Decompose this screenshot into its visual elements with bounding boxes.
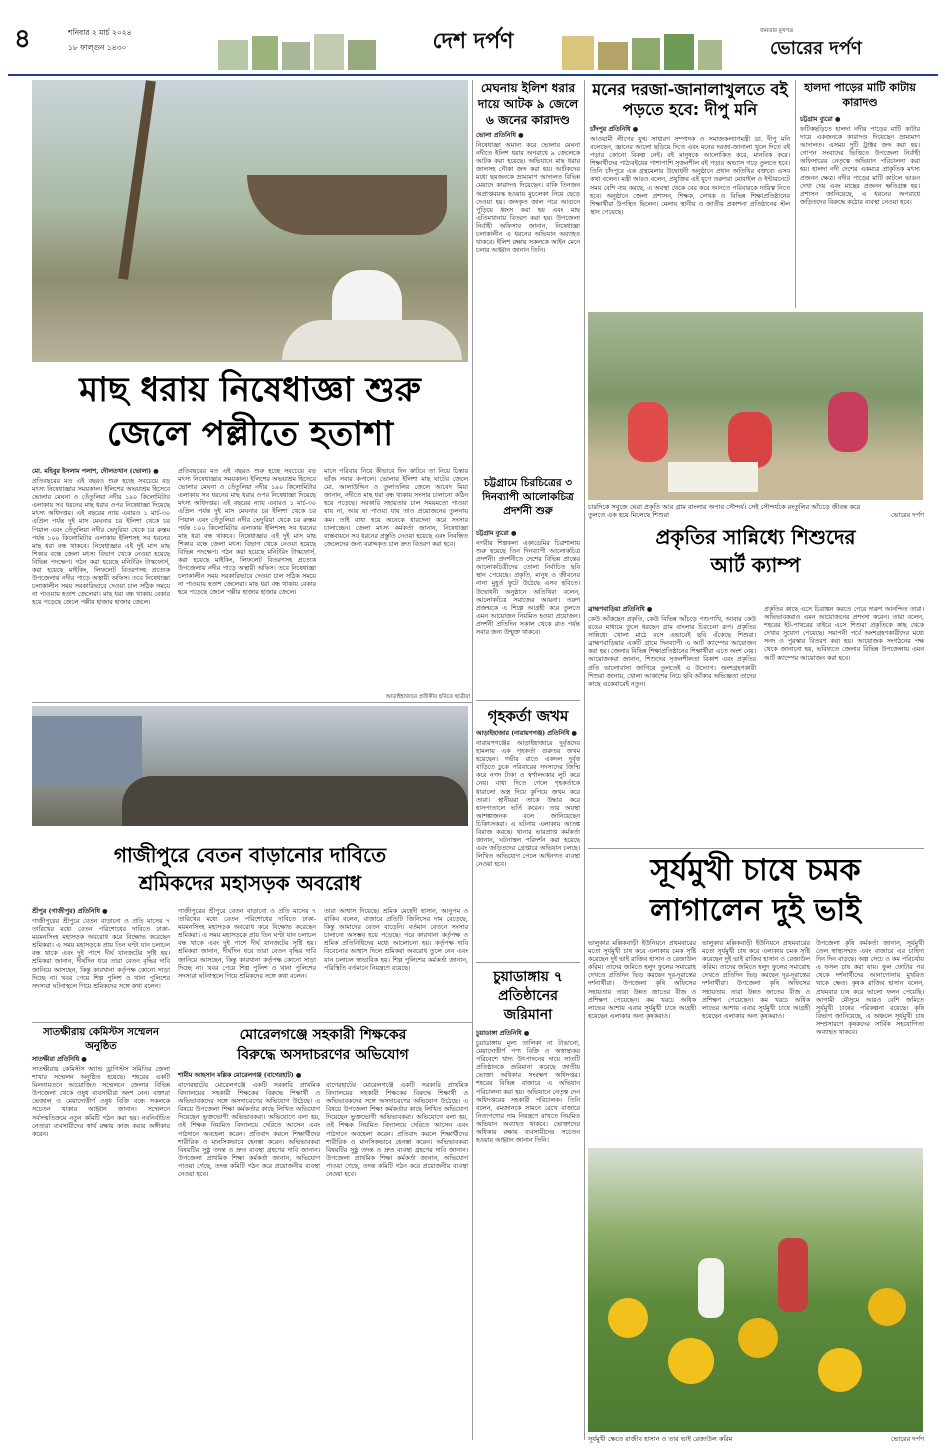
dipu-moni-body: আওয়ামী লীগের যুগ্ম সাধারণ সম্পাদক ও সমাজকল্যাণমন্ত্রী ডা. দীপু মনি বলেছেন, জ্ঞানের আলো ছড়িয়ে দিতে এবং মনের দরজা-জানালা খুলে দিতে বই পড়ার কোনো বিকল্প নেই। বই মানুষকে আলোকিত করে, মানবিক করে। শিক্ষার্থীদের পাঠ্যবইয়ের পাশাপাশি সৃজনশীল বই পড়ার অভ্যাস গড়ে তুলতে হবে। তিনি চাঁদপুরে এক গ্রন্থমেলার উদ্বোধনী অনুষ্ঠানে প্রধান অতিথির বক্তব্যে এসব কথা বলেন। মন্ত্রী আরও বলেন, প্রযুক্তির এই যুগে তরুণরা মোবাইল ও ইন্টারনেটে সময় বেশি ব্যয় করছে, এ অবস্থা থেকে বের করে আনতে পরিবারকে দায়িত্ব নিতে হবে। অনুষ্ঠানে জেলা প্রশাসন, শিক্ষক, লেখক ও বিভিন্ন শিক্ষাপ্রতিষ্ঠানের শিক্ষার্থীরা উপস্থিত ছিলেন। মেলায় স্থানীয় ও জাতীয় প্রকাশনা প্রতিষ্ঠানের স্টল স্থান পেয়েছে। <box>590 136 793 216</box>
satkhira-headline: সাতক্ষীরায় কেমিস্টস সম্মেলন অনুষ্ঠিত <box>43 1027 159 1052</box>
thumb-image <box>348 40 376 70</box>
hilsa-ban-body-col1: প্রতিবছরের মত এই বছরও শুরু হচ্ছে সবচেয়ে বড় মৎস্য নিষেধাজ্ঞার সময়কাল। ইলিশের অভয়াশ্রম হিসেবে ভোলার মেঘনা ও তেঁতুলিয়া নদীর ১৯০ কিলোমিটার এলাকায় সব ধরনের মাছ ধরার ওপর নিষেধাজ্ঞা দিয়েছে মৎস্য অধিদপ্তর। এই বছরের ন্যায় এবারও ১ মার্চ-৩০ এপ্রিল পর্যন্ত দুই মাস মেঘনার চর ইলিশা থেকে চর পিয়াল এবং তেঁতুলিয়া নদীর ভেদুরিয়া থেকে চর রুস্তম পর্যন্ত ১০০ কিলোমিটার এলাকায় ইলিশসহ সব ধরনের মাছ ধরা বন্ধ থাকবে। নিষেধাজ্ঞার এই দুই মাস মাছ শিকার বন্ধে জেলা মৎস্য বিভাগ থেকে নেওয়া হয়েছে বিভিন্ন পদক্ষেপ। গঠন করা হয়েছে মনিটরিং টাস্কফোর্স, করা হয়েছে মাইকিং, লিফলেট বিতরণসহ প্রত্যেক উপজেলায় নদীর পাড়ে অস্থায়ী অফিস। তবে নিষেধাজ্ঞা চলাকালীন সময় সরকারিভাবে দেওয়া চাল সঠিক সময়ে না পাওয়ায় হতাশ জেলেরা। মাছ ধরা বন্ধ থাকায় বেকার হয়ে পড়েছে জেলে পল্লীর হাজার হাজার জেলে। <box>32 478 173 607</box>
sunflower-headline-2: লাগালেন দুই ভাই <box>650 893 861 928</box>
hilsa-ban-body-col3: মাসে পরিবার নিয়ে কীভাবে দিন কাটবে তা নিয়ে চিন্তার ভাঁজ সবার কপালে। ভোলার ইলিশা মাছ ঘাটের জেলে মো. আলাউদ্দিন ও তুলাতলির জেলে আবেদ মিয়া জানান, নদীতে মাছ ধরা বন্ধ থাকায় সংসার চালানো কঠিন হয়ে পড়েছে। সরকারি সহায়তার চাল সময়মতো পাওয়া যায় না, আর যা পাওয়া যায় তাও প্রয়োজনের তুলনায় কম। তাই বাধ্য হয়ে অনেকে ধারদেনা করে সংসার চালাচ্ছেন। জেলা মৎস্য কর্মকর্তা জানান, নিষেধাজ্ঞা বাস্তবায়নে সব ধরনের প্রস্তুতি নেওয়া হয়েছে এবং নিবন্ধিত জেলেদের জন্য বরাদ্দকৃত চাল দ্রুত বিতরণ করা হবে। <box>324 468 471 548</box>
meghna-arrest-body: নিষেধাজ্ঞা অমান্য করে ভোলার মেঘনা নদীতে ইলিশ ধরার অপরাধে ৯ জেলেকে আটক করা হয়েছে। অভিযানে মাছ ধরার জালসহ নৌকা জব্দ করা হয়। আটকদের মধ্যে ছয়জনকে ভ্রাম্যমাণ আদালত বিভিন্ন মেয়াদে কারাদণ্ড দিয়েছেন। বাকি তিনজন অপ্রাপ্তবয়স্ক হওয়ায় মুচলেকা নিয়ে ছেড়ে দেওয়া হয়। জব্দকৃত জাল পরে আগুনে পুড়িয়ে ধ্বংস করা হয় এবং মাছ এতিমখানায় বিতরণ করা হয়। উপজেলা নির্বাহী অফিসার জানান, নিষেধাজ্ঞা চলাকালীন এ ধরনের অভিযান অব্যাহত থাকবে। ইলিশ রক্ষায় সকলকে আইন মেনে চলার আহ্বান জানান তিনি। <box>476 142 583 255</box>
art-camp-photo-credit: ভোরের দর্পণ <box>891 511 924 519</box>
gazipur-protest-photo <box>32 706 468 826</box>
paper-sheet-shape <box>668 462 758 492</box>
section-rule <box>476 962 580 963</box>
crowd-shape <box>122 776 468 826</box>
fishermen-photo <box>32 80 468 362</box>
morelganj-byline: শামীম আহসান মল্লিক মোরেলগঞ্জ (বাগেরহাট) ● <box>178 1072 302 1079</box>
gazipur-body-col1: গাজীপুরের শ্রীপুরে বেতন বাড়ানো ও প্রতি মাসের ৭ তারিখের মধ্যে বেতন পরিশোধের দাবিতে ঢাকা-ময়মনসিংহ মহাসড়ক অবরোধ করে বিক্ষোভ করেছেন শ্রমিকরা। এ সময় মহাসড়কে প্রায় তিন ঘণ্টা যান চলাচল বন্ধ থাকে এবং দুই পাশে দীর্ঘ যানজটের সৃষ্টি হয়। শ্রমিকরা জানান, দীর্ঘদিন ধরে তারা বেতন বৃদ্ধির দাবি জানিয়ে আসছেন, কিন্তু কারখানা কর্তৃপক্ষ কোনো সাড়া দিচ্ছে না। খবর পেয়ে শিল্প পুলিশ ও থানা পুলিশের সদস্যরা ঘটনাস্থলে গিয়ে শ্রমিকদের সঙ্গে কথা বলেন। <box>32 918 173 990</box>
farmer-shape <box>778 1238 808 1312</box>
halda-body: ফটিকছড়িতে হালদা নদীর পাড়ের মাটি কাটার দায়ে একজনকে কারাদণ্ড দিয়েছেন ভ্রাম্যমাণ আদালত। এসময় দুটি ট্রাক্টর জব্দ করা হয়। গোপন সংবাদের ভিত্তিতে উপজেলা নির্বাহী অফিসারের নেতৃত্বে অভিযান পরিচালনা করা হয়। হালদা নদী দেশের একমাত্র প্রাকৃতিক মৎস্য প্রজনন ক্ষেত্র। নদীর পাড়ের মাটি কাটলে ভাঙন দেখা দেয় এবং মাছের প্রজনন ক্ষতিগ্রস্ত হয়। প্রশাসন জানিয়েছে, এ ধরনের অপরাধে জড়িতদের বিরুদ্ধে কঠোর ব্যবস্থা নেওয়া হবে। <box>800 126 923 206</box>
column-rule <box>472 80 473 1440</box>
sunflower-photo-caption: সূর্যমুখী ক্ষেতে রাজীব হাসান ও তার ভাই রেজাউল করিম <box>588 1435 733 1443</box>
art-camp-photo-caption: চারদিকে সবুজে ঘেরা প্রকৃতি আর গ্রাম বাংলার অপার সৌন্দর্য। সেই সৌন্দর্যকে রংতুলির আঁচড়ে জীবন্ত করে তুলতে এক হয়ে মিলেছে শিশুরা <box>588 503 861 519</box>
gazipur-body-col3: তারা আশ্বাস দিয়েছে। শ্রমিক মেহেদী হাসান, আনুপম ও রাকিব বলেন, বাজারে প্রতিটি জিনিসের দাম বেড়েছে, কিন্তু আমাদের বেতন বাড়েনি। বর্তমান বেতনে সংসার চালানো অসম্ভব হয়ে পড়েছে। পরে কারখানা কর্তৃপক্ষ ও শ্রমিক প্রতিনিধিদের মধ্যে আলোচনা হয়। কর্তৃপক্ষ দাবি বিবেচনার আশ্বাস দিলে শ্রমিকরা অবরোধ তুলে নেন এবং যান চলাচল স্বাভাবিক হয়। শিল্প পুলিশের কর্মকর্তা জানান, পরিস্থিতি বর্তমানে নিয়ন্ত্রণে রয়েছে। <box>324 908 471 972</box>
art-camp-headline-2: আর্ট ক্যাম্প <box>710 553 801 577</box>
satkhira-body: সাতক্ষীরায় কেমিস্টস অ্যান্ড ড্রাগিস্টস সমিতির জেলা শাখার সম্মেলন অনুষ্ঠিত হয়েছে। শহরের একটি মিলনায়তনে আয়োজিত সম্মেলনে জেলার বিভিন্ন উপজেলা থেকে ওষুধ ব্যবসায়ীরা অংশ নেন। বক্তারা ভেজাল ও মেয়াদোত্তীর্ণ ওষুধ বিক্রি বন্ধে সকলকে সচেতন থাকার আহ্বান জানান। সম্মেলনে সর্বসম্মতিক্রমে নতুন কমিটি গঠন করা হয়। নবনির্বাচিত নেতারা ব্যবসায়ীদের স্বার্থ রক্ষায় কাজ করার অঙ্গীকার করেন। <box>32 1066 173 1138</box>
sunflower-headline-1: সূর্যমুখী চাষে চমক <box>650 853 861 888</box>
hilsa-ban-body-col2: প্রতিবছরের মত এই বছরও শুরু হচ্ছে সবচেয়ে বড় মৎস্য নিষেধাজ্ঞার সময়কাল। ইলিশের অভয়াশ্রম হিসেবে ভোলার মেঘনা ও তেঁতুলিয়া নদীর ১৯০ কিলোমিটার এলাকায় সব ধরনের মাছ ধরার ওপর নিষেধাজ্ঞা দিয়েছে মৎস্য অধিদপ্তর। এই বছরের ন্যায় এবারও ১ মার্চ-৩০ এপ্রিল পর্যন্ত দুই মাস মেঘনার চর ইলিশা থেকে চর পিয়াল এবং তেঁতুলিয়া নদীর ভেদুরিয়া থেকে চর রুস্তম পর্যন্ত ১০০ কিলোমিটার এলাকায় ইলিশসহ সব ধরনের মাছ ধরা বন্ধ থাকবে। নিষেধাজ্ঞার এই দুই মাস মাছ শিকার বন্ধে জেলা মৎস্য বিভাগ থেকে নেওয়া হয়েছে বিভিন্ন পদক্ষেপ। গঠন করা হয়েছে মনিটরিং টাস্কফোর্স, করা হয়েছে মাইকিং, লিফলেট বিতরণসহ প্রত্যেক উপজেলায় নদীর পাড়ে অস্থায়ী অফিস। তবে নিষেধাজ্ঞা চলাকালীন সময় সরকারিভাবে দেওয়া চাল সঠিক সময়ে না পাওয়ায় হতাশ জেলেরা। মাছ ধরা বন্ধ থাকায় বেকার হয়ে পড়েছে জেলে পল্লীর হাজার হাজার জেলে। <box>178 468 319 597</box>
paper-tagline: জনতার মুখপত্র <box>760 28 794 34</box>
section-title: দেশ দর্পণ <box>432 29 514 54</box>
farmer-shape <box>698 1258 724 1318</box>
hilsa-ban-headline-2: জেলে পল্লীতে হতাশা <box>106 414 394 454</box>
sunflower-shape <box>668 1338 714 1384</box>
sunflower-photo-credit: ভোরের দর্পণ <box>891 1435 924 1443</box>
art-camp-body-2: প্রকৃতির কাছে এসে চিত্রাঙ্কন করতে পেরে দারুণ আনন্দিত তারা। অভিভাবকরাও এমন আয়োজনের প্রশংসা করেন। তারা বলেন, শহরের ইট-পাথরের বাইরে এসে শিশুরা প্রকৃতিকে কাছ থেকে দেখার সুযোগ পেয়েছে। সমাপনী পর্বে অংশগ্রহণকারীদের মধ্যে সনদ ও পুরস্কার বিতরণ করা হয়। আয়োজক সংগঠনের পক্ষ থেকে জানানো হয়, ভবিষ্যতে জেলার বিভিন্ন উপজেলায় এমন আর্ট ক্যাম্পের আয়োজন করা হবে। <box>764 606 927 662</box>
building-shape <box>32 716 142 786</box>
gazipur-headline-1: গাজীপুরে বেতন বাড়ানোর দাবিতে <box>113 843 387 867</box>
sunflower-body-col1: ভালুকার মল্লিকবাড়ী ইউনিয়নে প্রথমবারের মতো সূর্যমুখী চাষ করে এলাকায় চমক সৃষ্টি করেছেন দুই ভাই রাজিব হাসান ও রেজাউল করিম। তাদের জমিতে হলুদ ফুলের সমারোহ দেখতে প্রতিদিন ভিড় করছেন দূর-দূরান্তের দর্শনার্থীরা। উপজেলা কৃষি অফিসের সহায়তায় তারা উন্নত জাতের বীজ ও প্রশিক্ষণ পেয়েছেন। কম খরচে অধিক লাভের আশায় এবার সূর্যমুখী চাষে আগ্রহী হয়েছেন এলাকার অন্য কৃষকরাও। <box>588 940 699 1020</box>
child-shape <box>628 402 668 462</box>
sunflower-shape <box>868 1288 906 1326</box>
thumb-image <box>314 34 344 70</box>
morelganj-headline-1: মোরেলগঞ্জে সহকারী শিক্ষকের <box>239 1027 407 1043</box>
art-camp-body: কেউ আঁকছেন প্রকৃতি, কেউ বিভিন্ন আঁচড়ে পশুপাখি, আবার কেউ রঙের মাধ্যমে তুলে ধরছেন গ্রাম বাংলার চিরচেনা রূপ। প্রকৃতির সান্নিধ্যে খোলা মাঠে বসে এভাবেই ছবি এঁকেছে শিশুরা। ব্রাহ্মণবাড়িয়ার একটি গ্রামে দিনব্যাপী এ আর্ট ক্যাম্পের আয়োজন করা হয়। জেলার বিভিন্ন শিক্ষাপ্রতিষ্ঠানের শিক্ষার্থীরা এতে অংশ নেয়। আয়োজকরা জানান, শিশুদের সৃজনশীলতা বিকাশ এবং প্রকৃতির প্রতি ভালোবাসা জাগিয়ে তুলতেই এ উদ্যোগ। অংশগ্রহণকারী শিশুরা জানায়, খোলা আকাশের নিচে ছবি আঁকার অভিজ্ঞতা তাদের কাছে একেবারেই নতুন। <box>588 616 759 688</box>
home-owner-body: নারায়ণগঞ্জের আড়াইহাজারে দুর্বৃত্তদের হামলায় এক গৃহকর্তা গুরুতর জখম হয়েছেন। গভীর রাতে একদল দুর্বৃত্ত বাড়িতে ঢুকে পরিবারের সদস্যদের জিম্মি করে নগদ টাকা ও স্বর্ণালংকার লুট করে নেয়। বাধা দিতে গেলে গৃহকর্তাকে ধারালো অস্ত্র দিয়ে কুপিয়ে জখম করে তারা। স্থানীয়রা তাকে উদ্ধার করে হাসপাতালে ভর্তি করেন। তার অবস্থা আশঙ্কাজনক বলে জানিয়েছেন চিকিৎসকরা। এ ঘটনায় এলাকায় আতঙ্ক বিরাজ করছে। থানার ভারপ্রাপ্ত কর্মকর্তা জানান, ঘটনাস্থল পরিদর্শন করা হয়েছে এবং জড়িতদের গ্রেপ্তারে অভিযান চলছে। লিখিত অভিযোগ পেলে আইনগত ব্যবস্থা নেওয়া হবে। <box>476 740 583 869</box>
gazipur-body-col2: গাজীপুরের শ্রীপুরে বেতন বাড়ানো ও প্রতি মাসের ৭ তারিখের মধ্যে বেতন পরিশোধের দাবিতে ঢাকা-ময়মনসিংহ মহাসড়ক অবরোধ করে বিক্ষোভ করেছেন শ্রমিকরা। এ সময় মহাসড়কে প্রায় তিন ঘণ্টা যান চলাচল বন্ধ থাকে এবং দুই পাশে দীর্ঘ যানজটের সৃষ্টি হয়। শ্রমিকরা জানান, দীর্ঘদিন ধরে তারা বেতন বৃদ্ধির দাবি জানিয়ে আসছেন, কিন্তু কারখানা কর্তৃপক্ষ কোনো সাড়া দিচ্ছে না। খবর পেয়ে শিল্প পুলিশ ও থানা পুলিশের সদস্যরা ঘটনাস্থলে গিয়ে শ্রমিকদের সঙ্গে কথা বলেন। <box>178 908 319 980</box>
dipu-moni-headline: মনের দরজা-জানালাখুলতে বই পড়তে হবে: দীপু মনি <box>592 80 788 119</box>
masthead <box>0 0 945 78</box>
gazipur-byline: শ্রীপুর (গাজীপুর) প্রতিনিধি ● <box>32 908 108 915</box>
gazipur-headline-2: শ্রমিকদের মহাসড়ক অবরোধ <box>138 871 362 895</box>
hilsa-ban-byline: মো. মহিবুর ইসলাম পলাশ, দৌলতখান (ভোলা) ● <box>32 468 159 475</box>
thumb-image <box>252 36 278 70</box>
column-rule <box>795 80 796 308</box>
thumb-image <box>562 36 594 70</box>
art-camp-headline-1: প্রকৃতির সান্নিধ্যে শিশুদের <box>655 525 856 549</box>
morelganj-headline-2: বিরুদ্ধে অসদাচরণের অভিযোগ <box>237 1047 409 1063</box>
halda-headline: হালদা পাড়ের মাটি কাটায় কারাদণ্ড <box>804 81 916 109</box>
page-number: ৪ <box>14 24 31 54</box>
date-line-2: ১৮ ফাল্গুন ১৪৩০ <box>68 43 127 52</box>
thumb-image <box>218 40 248 70</box>
column-rule <box>584 80 585 1440</box>
meghna-arrest-byline: ভোলা প্রতিনিধি ● <box>476 132 524 139</box>
section-rule <box>476 700 580 701</box>
art-camp-photo <box>588 312 923 500</box>
thumb-image <box>664 34 694 70</box>
masthead-thumbnail-strip-right <box>562 30 722 70</box>
boat-shape <box>247 175 447 235</box>
sunflower-shape <box>608 1298 648 1338</box>
child-shape <box>828 392 868 452</box>
home-owner-byline: আড়াইহাজার (নারায়ণগঞ্জ) প্রতিনিধি ● <box>476 730 578 737</box>
child-shape <box>728 412 772 468</box>
sunflower-shape <box>818 1348 862 1392</box>
paper-name: ভোরের দর্পণ <box>770 38 862 59</box>
satkhira-byline: সাতক্ষীরা প্রতিনিধি ● <box>32 1056 87 1063</box>
home-owner-headline: গৃহকর্তা জখম <box>487 707 569 725</box>
halda-byline: চট্টগ্রাম ব্যুরো ● <box>800 116 841 123</box>
section-rule <box>588 848 924 849</box>
art-exhibit-headline: চট্টগ্রামে চিরচিত্রের ৩ দিনব্যাপী আলোকচিত্র প্রদর্শনী শুরু <box>482 477 574 517</box>
art-camp-byline: ব্রাহ্মণবাড়িয়া প্রতিনিধি ● <box>588 606 653 613</box>
art-exhibit-byline: চট্টগ্রাম ব্যুরো ● <box>476 530 517 537</box>
masthead-thumbnail-strip <box>218 30 378 70</box>
chuadanga-headline: চুয়াডাঙ্গায় ৭ প্রতিষ্ঠানের জরিমানা <box>493 969 563 1023</box>
sunflower-shape <box>738 1318 778 1358</box>
chuadanga-byline: চুয়াডাঙ্গা প্রতিনিধি ● <box>476 1030 530 1037</box>
dipu-moni-byline: চাঁদপুর প্রতিনিধি ● <box>590 126 639 133</box>
section-rule <box>32 702 472 703</box>
thumb-image <box>282 42 310 70</box>
sunflower-body-col3: উপজেলা কৃষি কর্মকর্তা জানান, সূর্যমুখী তেল স্বাস্থ্যসম্মত এবং বাজারে এর চাহিদা দিন দিন বাড়ছে। অল্প সেচে ও কম পরিচর্যায় এ ফসল চাষ করা যায়। ফুল ফোটার পর থেকে দর্শনার্থীদের আনাগোনায় মুখরিত থাকে ক্ষেত। কৃষক রাজিব হাসান বলেন, প্রথমবার চাষ করে ভালো ফলন পেয়েছি। আগামী মৌসুমে আরও বেশি জমিতে সূর্যমুখী চাষের পরিকল্পনা রয়েছে। কৃষি বিভাগ জানিয়েছে, এ অঞ্চলে সূর্যমুখী চাষ সম্প্রসারণে কৃষকদের সার্বিক সহযোগিতা অব্যাহত থাকবে। <box>816 940 927 1037</box>
palm-tree-shape <box>118 80 156 279</box>
net-pile-shape <box>282 320 462 360</box>
masthead-underline <box>8 74 938 76</box>
thumb-image <box>632 38 660 70</box>
morelganj-body-col1: বাগেরহাটের মোরেলগঞ্জে একটি সরকারি প্রাথমিক বিদ্যালয়ের সহকারী শিক্ষকের বিরুদ্ধে শিক্ষার্থী ও অভিভাবকদের সঙ্গে অসদাচরণের অভিযোগ উঠেছে। এ বিষয়ে উপজেলা শিক্ষা কর্মকর্তার কাছে লিখিত অভিযোগ দিয়েছেন ভুক্তভোগী অভিভাবকরা। অভিযোগে বলা হয়, ওই শিক্ষক নিয়মিত বিদ্যালয়ে দেরিতে আসেন এবং পাঠদানে অবহেলা করেন। প্রতিবাদ করলে শিক্ষার্থীদের শারীরিক ও মানসিকভাবে হেনস্তা করেন। অভিভাবকরা বিষয়টির সুষ্ঠু তদন্ত ও দ্রুত ব্যবস্থা গ্রহণের দাবি জানান। উপজেলা প্রাথমিক শিক্ষা কর্মকর্তা জানান, অভিযোগ পাওয়া গেছে, তদন্ত কমিটি গঠন করে প্রয়োজনীয় ব্যবস্থা নেওয়া হবে। <box>178 1082 323 1179</box>
sunflower-body-col2: ভালুকার মল্লিকবাড়ী ইউনিয়নে প্রথমবারের মতো সূর্যমুখী চাষ করে এলাকায় চমক সৃষ্টি করেছেন দুই ভাই রাজিব হাসান ও রেজাউল করিম। তাদের জমিতে হলুদ ফুলের সমারোহ দেখতে প্রতিদিন ভিড় করছেন দূর-দূরান্তের দর্শনার্থীরা। উপজেলা কৃষি অফিসের সহায়তায় তারা উন্নত জাতের বীজ ও প্রশিক্ষণ পেয়েছেন। কম খরচে অধিক লাভের আশায় এবার সূর্যমুখী চাষে আগ্রহী হয়েছেন এলাকার অন্য কৃষকরাও। <box>702 940 813 1020</box>
art-exhibit-body: নগরীর শিল্পকলা একাডেমির চিত্রশালায় শুরু হয়েছে তিন দিনব্যাপী আলোকচিত্র প্রদর্শনী। প্রদর্শনীতে দেশের বিভিন্ন প্রান্তের আলোকচিত্রীদের তোলা নির্বাচিত ছবি স্থান পেয়েছে। প্রকৃতি, মানুষ ও জীবনের নানা মুহূর্ত ফুটে উঠেছে এসব ছবিতে। উদ্বোধনী অনুষ্ঠানে অতিথিরা বলেন, আলোকচিত্র সমাজের আয়না। তরুণ প্রজন্মকে এ শিল্পে আগ্রহী করে তুলতে এমন আয়োজন নিয়মিত হওয়া প্রয়োজন। প্রদর্শনী প্রতিদিন সকাল থেকে রাত পর্যন্ত সবার জন্য উন্মুক্ত থাকবে। <box>476 540 583 637</box>
thumb-image <box>598 42 628 70</box>
sunflower-field-photo <box>588 1148 923 1432</box>
morelganj-body-col2: বাগেরহাটের মোরেলগঞ্জে একটি সরকারি প্রাথমিক বিদ্যালয়ের সহকারী শিক্ষকের বিরুদ্ধে শিক্ষার্থী ও অভিভাবকদের সঙ্গে অসদাচরণের অভিযোগ উঠেছে। এ বিষয়ে উপজেলা শিক্ষা কর্মকর্তার কাছে লিখিত অভিযোগ দিয়েছেন ভুক্তভোগী অভিভাবকরা। অভিযোগে বলা হয়, ওই শিক্ষক নিয়মিত বিদ্যালয়ে দেরিতে আসেন এবং পাঠদানে অবহেলা করেন। প্রতিবাদ করলে শিক্ষার্থীদের শারীরিক ও মানসিকভাবে হেনস্তা করেন। অভিভাবকরা বিষয়টির সুষ্ঠু তদন্ত ও দ্রুত ব্যবস্থা গ্রহণের দাবি জানান। উপজেলা প্রাথমিক শিক্ষা কর্মকর্তা জানান, অভিযোগ পাওয়া গেছে, তদন্ত কমিটি গঠন করে প্রয়োজনীয় ব্যবস্থা নেওয়া হবে। <box>326 1082 471 1179</box>
thumb-image <box>698 40 722 70</box>
hilsa-ban-photo-credit: আড়াইহাজারে প্রতীকীর ছবিতে ছাত্রীরা <box>386 694 470 700</box>
hilsa-ban-headline-1: মাছ ধরায় নিষেধাজ্ঞা শুরু <box>79 370 421 410</box>
chuadanga-body: চুয়াডাঙ্গায় মূল্য তালিকা না টাঙানো, মেয়াদোত্তীর্ণ পণ্য বিক্রি ও অস্বাস্থ্যকর পরিবেশে খাদ্য উৎপাদনের দায়ে সাতটি প্রতিষ্ঠানকে জরিমানা করেছে জাতীয় ভোক্তা অধিকার সংরক্ষণ অধিদপ্তর। শহরের বিভিন্ন বাজারে এ অভিযান পরিচালনা করা হয়। অভিযানে নেতৃত্ব দেন অধিদপ্তরের সহকারী পরিচালক। তিনি বলেন, রমজানকে সামনে রেখে বাজারে নিত্যপণ্যের দাম নিয়ন্ত্রণে রাখতে নিয়মিত অভিযান অব্যাহত থাকবে। ভোক্তাদের অধিকার রক্ষায় ব্যবসায়ীদের সচেতন হওয়ার আহ্বান জানান তিনি। <box>476 1040 583 1145</box>
section-rule <box>32 1022 472 1023</box>
meghna-arrest-headline: মেঘনায় ইলিশ ধরার দায়ে আটক ৯ জেলে ৬ জনের কারাদণ্ড <box>477 81 579 127</box>
date-line-1: শনিবার ২ মার্চ ২০২৪ <box>68 28 132 37</box>
